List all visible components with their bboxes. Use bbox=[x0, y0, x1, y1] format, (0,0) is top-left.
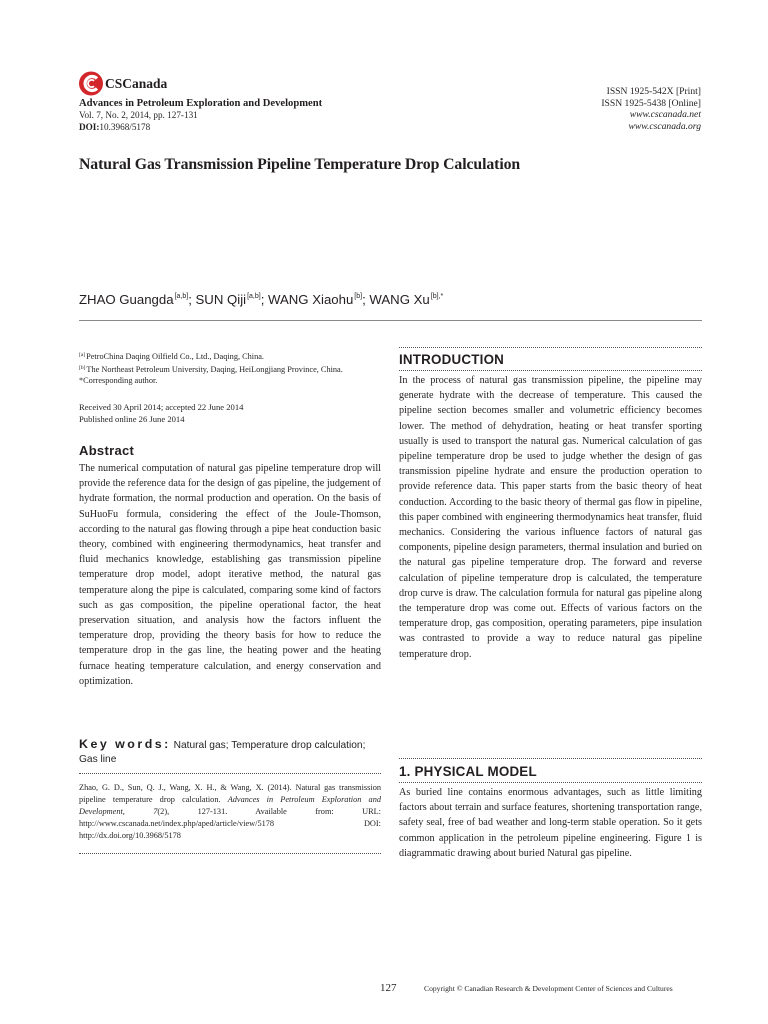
affiliation-mark: [a] bbox=[79, 352, 86, 358]
paper-title: Natural Gas Transmission Pipeline Temperature Drop Calculation bbox=[79, 156, 521, 173]
logo-text: CSCanada bbox=[105, 76, 168, 91]
published-date: Published online 26 June 2014 bbox=[79, 413, 185, 424]
introduction-text: In the process of natural gas transmission pipeline, the pipeline may generate hydrate with the decrease of temperature. This caused the pipeline section becomes smaller and volumetric efficiency becomes lower. The method of dehydration, heating or heat transfer sporting usually is used to transport the natural gas. Numerical calculation of gas pipeline temperature drop be used to judge whether the design of gas transmission pipeline hydrate and ensure the production operation to provide reference data. This paper starts from the basic theory of heat conduction. According to the basic theory of thermal gas flow in pipeline, this paper combined with engineering thermodynamics heat transfer, fluid mechanics. Considering the various influence factors of natural gas components, pipeline design parameters, thermal insulation and buried on the natural gas pipeline temperature drop. The forward and reverse calculation of pipeline temperature drop is calculated, the temperature drop curve is draw. The calculation formula for natural gas pipeline along the temperature drop was come out. Effects of various factors on the temperature drop, gas composition, operating parameters, pipe insulation was contrasted to provide a way to reduce natural gas pipeline temperature drop. bbox=[399, 375, 702, 660]
citation-journal: Advances in Petroleum Exploration and Development bbox=[79, 795, 381, 816]
corresponding-author: *Corresponding author. bbox=[79, 376, 158, 385]
author-affiliation-mark: [a,b] bbox=[174, 293, 189, 300]
doi-value: 10.3968/5178 bbox=[99, 122, 151, 132]
affiliation-item bbox=[79, 350, 381, 363]
author-separator: ; bbox=[260, 292, 269, 307]
affiliation-text: The Northeast Petroleum University, Daqing, HeiLongjiang Province, China. bbox=[86, 364, 343, 374]
doi-line bbox=[79, 121, 198, 133]
author-list bbox=[79, 292, 443, 307]
journal-name: Advances in Petroleum Exploration and Development bbox=[79, 98, 323, 109]
abstract-heading: Abstract bbox=[79, 443, 135, 458]
citation-bottom-divider bbox=[79, 853, 381, 854]
issn-print: ISSN 1925-542X [Print] bbox=[606, 86, 701, 97]
author-affiliation-mark: [b] bbox=[354, 293, 363, 300]
author-name: ZHAO Guangda bbox=[79, 292, 174, 307]
author-name: WANG Xiaohu bbox=[268, 292, 354, 307]
author-separator: ; bbox=[362, 292, 370, 307]
article-dates bbox=[79, 402, 381, 425]
author-affiliation-mark: [a,b] bbox=[247, 293, 261, 300]
affiliation-text: PetroChina Daqing Oilfield Co., Ltd., Daqing, China. bbox=[86, 352, 265, 361]
volume-line: Vol. 7, No. 2, 2014, pp. 127-131 bbox=[79, 110, 198, 120]
volume-info bbox=[79, 109, 198, 133]
issn-block bbox=[601, 86, 701, 132]
keywords-heading: Key words: bbox=[79, 737, 171, 751]
citation-pages-url[interactable]: (2), 127-131. Available from: URL: http://www.cscanada.net/index.php/aped/article/view/5178 DOI: http://dx.doi.org/10.3968/5178 bbox=[79, 807, 381, 840]
intro-bottom-divider bbox=[399, 370, 702, 371]
citation-volume: 7 bbox=[153, 807, 158, 816]
issn-online: ISSN 1925-5438 [Online] bbox=[601, 97, 701, 109]
intro-top-divider bbox=[399, 347, 702, 348]
page-number: 127 bbox=[380, 982, 397, 994]
header-divider bbox=[79, 320, 702, 321]
physical-model-text: As buried line contains enormous advantages, such as little limiting factors about terrain and surface features, shortening transportation range, safety seal, free of bad weather and long-term stable operation. So it gets common application in the petroleum pipeline engineering. Figure 1 is diagrammatic drawing about buried Natural gas pipeline. bbox=[399, 787, 702, 859]
affiliations bbox=[79, 350, 381, 387]
author-separator: ; bbox=[188, 292, 196, 307]
physical-model-heading: 1. PHYSICAL MODEL bbox=[399, 764, 537, 779]
affiliation-item bbox=[79, 363, 381, 376]
author-name: SUN Qiji bbox=[195, 292, 247, 307]
citation-top-divider bbox=[79, 773, 381, 774]
cscanada-logo bbox=[78, 70, 186, 98]
received-date: Received 30 April 2014; accepted 22 June 2014 bbox=[79, 402, 244, 412]
abstract-text: The numerical computation of natural gas pipeline temperature drop will provide the reference data for the design of gas pipeline, the judgement of hydrate formation, the normal production and operation. On the basis of SuHuoFu formula, considering the effect of the Joule-Thomson, according to the natural gas flowing through a pipe heat conduction basic theory, combined with engineering thermodynamics, heat transfer and fluid mechanics knowledge, establishing gas transmission pipeline temperature drop model, adopt iterative method, the natural gas temperature along the pipe is calculated, comparing some kind of factors such as gas composition, the pipeline operational factor, the heat preservation situation, and analysis how the factors influent the temperature drop, providing the theory basis for how to reduce the temperature drop in the gas line, the heating power and the heating furnace heating temperature calculation, and energy conservation and optimization. bbox=[79, 463, 381, 687]
citation-authors: Zhao, G. D., Sun, Q. J., Wang, X. H., & Wang, X. (2014). Natural gas transmission pipeline temperature drop calculation. bbox=[79, 783, 381, 804]
author-affiliation-mark: [b],* bbox=[430, 293, 444, 300]
keywords-text: Natural gas; Temperature drop calculation; Gas line bbox=[79, 740, 366, 765]
introduction-heading: INTRODUCTION bbox=[399, 352, 505, 367]
website-link-net[interactable]: www.cscanada.net bbox=[629, 109, 701, 120]
cscanada-logo-mark-icon bbox=[78, 70, 104, 97]
keywords bbox=[79, 738, 381, 766]
website-link-org[interactable]: www.cscanada.org bbox=[628, 120, 701, 132]
affiliation-mark: [b] bbox=[79, 364, 86, 371]
author-name: WANG Xu bbox=[369, 292, 430, 307]
citation-separator: , bbox=[122, 807, 154, 816]
section1-bottom-divider bbox=[399, 782, 702, 783]
doi-label: DOI: bbox=[79, 122, 100, 132]
copyright-notice: Copyright © Canadian Research & Development Center of Sciences and Cultures bbox=[424, 984, 673, 993]
citation bbox=[79, 782, 381, 842]
section1-top-divider bbox=[399, 758, 702, 759]
